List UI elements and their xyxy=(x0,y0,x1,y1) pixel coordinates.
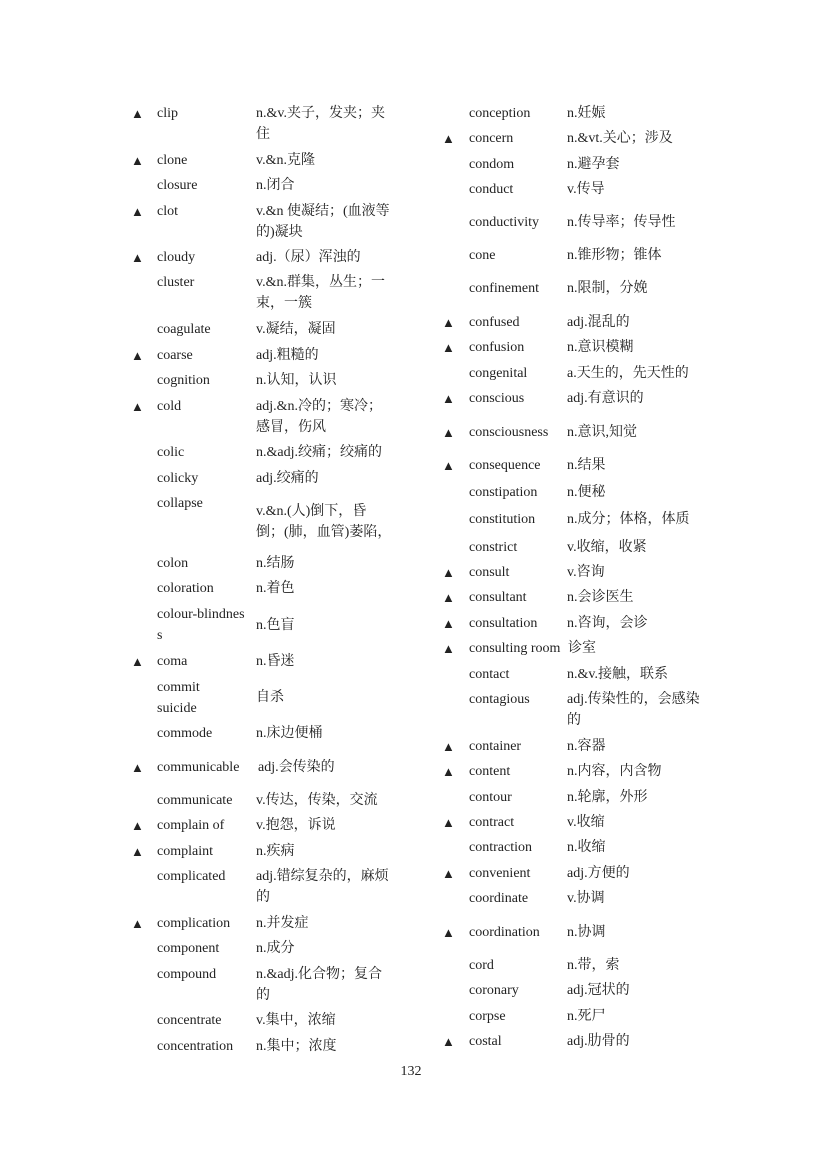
entry-word: coordinate xyxy=(469,891,529,906)
entry-word: cloudy xyxy=(157,250,196,265)
entry-word: colon xyxy=(157,556,189,571)
entry-word: colic xyxy=(157,445,185,460)
entry-definition: 诊室 xyxy=(568,641,596,656)
triangle-marker-icon: ▲ xyxy=(442,815,455,830)
entry-word: confinement xyxy=(469,281,539,296)
entry-definition: n.&vt.关心；涉及 xyxy=(567,131,673,146)
entry-definition: n.色盲 xyxy=(256,618,295,633)
entry-word: closure xyxy=(157,178,198,193)
entry-word: consultation xyxy=(469,616,538,631)
entry-word: conception xyxy=(469,106,531,121)
entry-definition: v.集中，浓缩 xyxy=(256,1013,336,1028)
entry-word: consulting room xyxy=(469,641,561,656)
entry-word: concentrate xyxy=(157,1013,222,1028)
entry-definition: adj.肋骨的 xyxy=(567,1034,630,1049)
entry-word: coagulate xyxy=(157,322,211,337)
entry-word: clone xyxy=(157,153,188,168)
entry-word: container xyxy=(469,739,522,754)
entry-definition: v.咨询 xyxy=(567,565,605,580)
entry-definition: adj.错综复杂的，麻烦的 xyxy=(256,869,389,905)
entry-word: contract xyxy=(469,815,515,830)
entry-definition: adj.粗糙的 xyxy=(256,348,319,363)
entry-word: contraction xyxy=(469,840,532,855)
entry-word: coronary xyxy=(469,983,519,998)
entry-word: constrict xyxy=(469,540,518,555)
entry-definition: n.集中；浓度 xyxy=(256,1039,337,1054)
triangle-marker-icon: ▲ xyxy=(442,616,455,631)
entry-definition: adj.混乱的 xyxy=(567,315,630,330)
entry-word: communicable xyxy=(157,760,240,775)
entry-definition: n.收缩 xyxy=(567,840,606,855)
entry-definition: n.锥形物；锥体 xyxy=(567,248,662,263)
entry-word: commode xyxy=(157,726,213,741)
entry-word: cord xyxy=(469,958,494,973)
page-number: 132 xyxy=(400,1064,422,1079)
entry-word: contour xyxy=(469,790,512,805)
entry-definition: v.&n 使凝结；(血液等的)凝块 xyxy=(256,204,390,240)
entry-word: cluster xyxy=(157,275,195,290)
entry-word: convenient xyxy=(469,866,531,881)
entry-definition: n.昏迷 xyxy=(256,654,295,669)
entry-definition: adj.方便的 xyxy=(567,866,630,881)
entry-definition: n.床边便桶 xyxy=(256,726,323,741)
entry-definition: v.收缩，收紧 xyxy=(567,540,647,555)
entry-word: cone xyxy=(469,248,496,263)
entry-definition: n.疾病 xyxy=(256,844,295,859)
entry-definition: 自杀 xyxy=(256,690,284,705)
triangle-marker-icon: ▲ xyxy=(131,250,144,265)
entry-word: constitution xyxy=(469,512,536,527)
triangle-marker-icon: ▲ xyxy=(131,844,144,859)
entry-definition: n.带，索 xyxy=(567,958,620,973)
triangle-marker-icon: ▲ xyxy=(131,760,144,775)
entry-definition: n.&adj.化合物；复合的 xyxy=(256,967,382,1003)
entry-definition: n.传导率；传导性 xyxy=(567,215,676,230)
entry-definition: v.&n.(人)倒下，昏倒；(肺，血管)萎陷， xyxy=(256,504,392,540)
triangle-marker-icon: ▲ xyxy=(131,106,144,121)
entry-word: coma xyxy=(157,654,188,669)
entry-word: consultant xyxy=(469,590,527,605)
entry-word: complaint xyxy=(157,844,213,859)
triangle-marker-icon: ▲ xyxy=(131,654,144,669)
entry-definition: adj.绞痛的 xyxy=(256,471,319,486)
entry-word: colicky xyxy=(157,471,199,486)
entry-word: component xyxy=(157,941,220,956)
triangle-marker-icon: ▲ xyxy=(131,818,144,833)
triangle-marker-icon: ▲ xyxy=(442,590,455,605)
entry-word: constipation xyxy=(469,485,538,500)
entry-definition: n.着色 xyxy=(256,581,295,596)
entry-word: confusion xyxy=(469,340,525,355)
entry-word: content xyxy=(469,764,511,779)
triangle-marker-icon: ▲ xyxy=(131,916,144,931)
entry-definition: n.死尸 xyxy=(567,1009,606,1024)
entry-word: concentration xyxy=(157,1039,234,1054)
entry-word: confused xyxy=(469,315,520,330)
entry-definition: n.结果 xyxy=(567,458,606,473)
entry-definition: n.并发症 xyxy=(256,916,309,931)
entry-definition: n.妊娠 xyxy=(567,106,606,121)
entry-word: consequence xyxy=(469,458,541,473)
entry-word: clip xyxy=(157,106,178,121)
entry-word: condom xyxy=(469,157,515,172)
entry-word: colour-blindness xyxy=(157,607,245,643)
entry-definition: n.会诊医生 xyxy=(567,590,634,605)
triangle-marker-icon: ▲ xyxy=(442,565,455,580)
entry-word: contagious xyxy=(469,692,530,707)
entry-definition: n.&v.夹子，发夹；夹住 xyxy=(256,106,385,142)
entry-definition: adj.冠状的 xyxy=(567,983,630,998)
triangle-marker-icon: ▲ xyxy=(442,425,455,440)
entry-definition: n.意识,知觉 xyxy=(567,425,637,440)
entry-word: coordination xyxy=(469,925,540,940)
entry-definition: adj.会传染的 xyxy=(258,760,335,775)
entry-word: communicate xyxy=(157,793,233,808)
entry-definition: n.咨询，会诊 xyxy=(567,616,648,631)
triangle-marker-icon: ▲ xyxy=(442,764,455,779)
triangle-marker-icon: ▲ xyxy=(442,866,455,881)
entry-definition: n.结肠 xyxy=(256,556,295,571)
entry-definition: adj.有意识的 xyxy=(567,391,644,406)
triangle-marker-icon: ▲ xyxy=(442,739,455,754)
entry-definition: n.&adj.绞痛；绞痛的 xyxy=(256,445,382,460)
entry-definition: n.成分；体格，体质 xyxy=(567,512,690,527)
entry-definition: n.便秘 xyxy=(567,485,606,500)
entry-word: costal xyxy=(469,1034,502,1049)
entry-definition: adj.（尿）浑浊的 xyxy=(256,250,361,265)
entry-definition: n.限制，分娩 xyxy=(567,281,648,296)
triangle-marker-icon: ▲ xyxy=(131,399,144,414)
entry-definition: adj.传染性的，会感染的 xyxy=(567,692,700,728)
entry-word: conductivity xyxy=(469,215,539,230)
entry-word: concern xyxy=(469,131,514,146)
entry-definition: a.天生的，先天性的 xyxy=(567,366,689,381)
triangle-marker-icon: ▲ xyxy=(442,391,455,406)
entry-definition: n.认知，认识 xyxy=(256,373,337,388)
entry-definition: v.传导 xyxy=(567,182,605,197)
entry-definition: v.协调 xyxy=(567,891,605,906)
entry-definition: n.容器 xyxy=(567,739,606,754)
triangle-marker-icon: ▲ xyxy=(131,348,144,363)
entry-word: commit suicide xyxy=(157,680,200,716)
entry-word: compound xyxy=(157,967,217,982)
entry-definition: v.&n.群集，丛生；一束，一簇 xyxy=(256,275,385,311)
entry-word: conscious xyxy=(469,391,525,406)
entry-word: complication xyxy=(157,916,231,931)
entry-word: corpse xyxy=(469,1009,506,1024)
entry-word: complicated xyxy=(157,869,226,884)
entry-definition: n.协调 xyxy=(567,925,606,940)
entry-word: clot xyxy=(157,204,178,219)
entry-definition: n.避孕套 xyxy=(567,157,620,172)
entry-definition: v.凝结，凝固 xyxy=(256,322,336,337)
entry-word: conduct xyxy=(469,182,514,197)
triangle-marker-icon: ▲ xyxy=(131,204,144,219)
triangle-marker-icon: ▲ xyxy=(442,925,455,940)
entry-definition: v.&n.克隆 xyxy=(256,153,315,168)
entry-word: complain of xyxy=(157,818,225,833)
entry-word: cold xyxy=(157,399,182,414)
entry-definition: n.成分 xyxy=(256,941,295,956)
entry-definition: n.意识模糊 xyxy=(567,340,634,355)
triangle-marker-icon: ▲ xyxy=(442,340,455,355)
triangle-marker-icon: ▲ xyxy=(131,153,144,168)
entry-definition: v.抱怨，诉说 xyxy=(256,818,336,833)
entry-word: contact xyxy=(469,667,510,682)
entry-word: consciousness xyxy=(469,425,549,440)
entry-word: collapse xyxy=(157,496,203,511)
entry-word: cognition xyxy=(157,373,210,388)
entry-word: coarse xyxy=(157,348,193,363)
triangle-marker-icon: ▲ xyxy=(442,131,455,146)
entry-word: coloration xyxy=(157,581,214,596)
entry-definition: adj.&n.冷的；寒冷；感冒，伤风 xyxy=(256,399,382,435)
triangle-marker-icon: ▲ xyxy=(442,1034,455,1049)
triangle-marker-icon: ▲ xyxy=(442,315,455,330)
entry-definition: v.传达，传染，交流 xyxy=(256,793,378,808)
entry-definition: v.收缩 xyxy=(567,815,605,830)
entry-definition: n.闭合 xyxy=(256,178,295,193)
entry-word: consult xyxy=(469,565,510,580)
entry-definition: n.轮廓，外形 xyxy=(567,790,648,805)
triangle-marker-icon: ▲ xyxy=(442,458,455,473)
triangle-marker-icon: ▲ xyxy=(442,641,455,656)
entry-definition: n.内容，内含物 xyxy=(567,764,662,779)
entry-word: congenital xyxy=(469,366,528,381)
entry-definition: n.&v.接触，联系 xyxy=(567,667,668,682)
